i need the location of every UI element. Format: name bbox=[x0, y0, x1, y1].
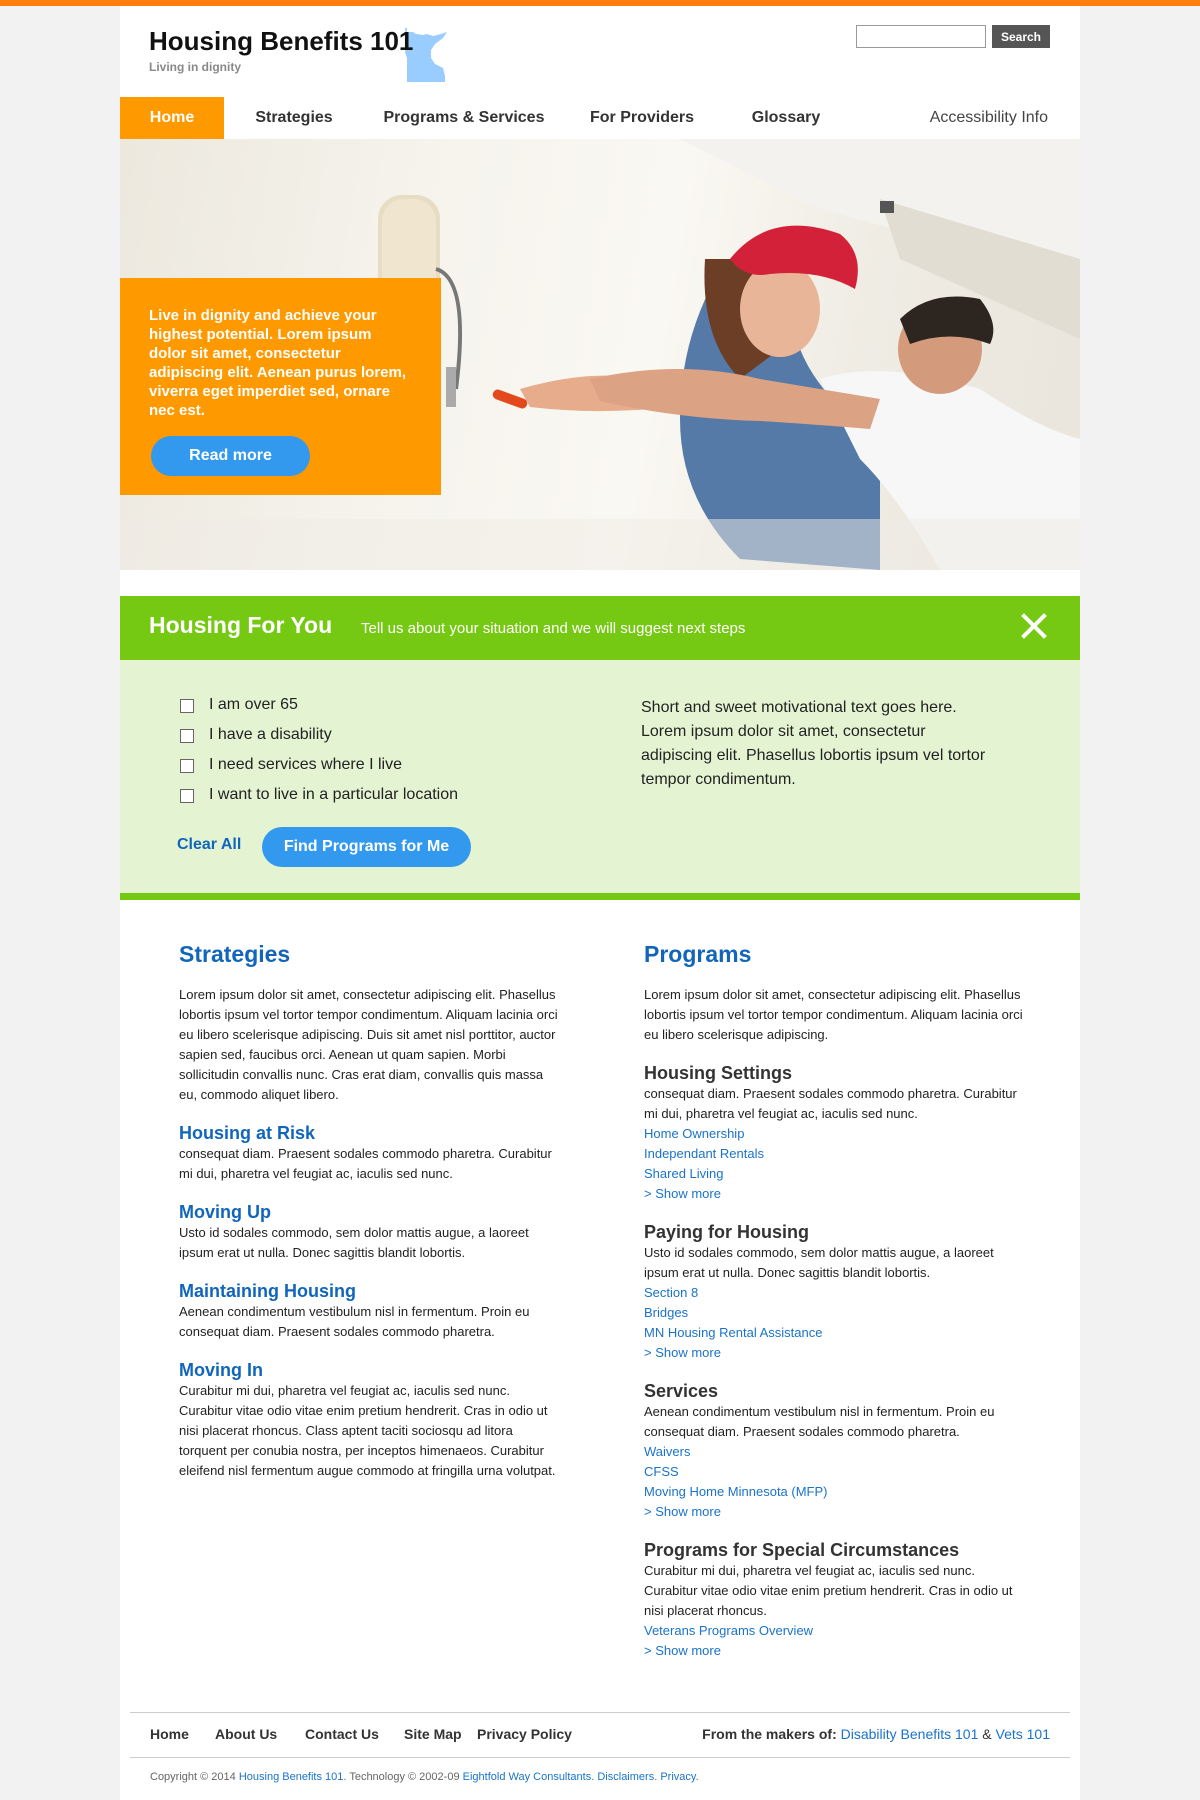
housing-for-you-subtitle: Tell us about your situation and we will suggest next steps bbox=[361, 620, 746, 637]
site-logo[interactable] bbox=[149, 20, 489, 90]
nav-item-home[interactable]: Home bbox=[120, 97, 224, 139]
footer-link-about[interactable]: About Us bbox=[215, 1726, 278, 1742]
program-group-title: Services bbox=[644, 1381, 719, 1401]
program-group bbox=[644, 1062, 1024, 1204]
checkbox[interactable] bbox=[180, 729, 194, 743]
copyright-mid: . Technology © 2002-09 bbox=[343, 1771, 460, 1783]
footer-link-contact[interactable]: Contact Us bbox=[305, 1726, 379, 1742]
programs-heading[interactable]: Programs bbox=[644, 941, 752, 967]
copyright-dot: . bbox=[654, 1771, 658, 1783]
checkbox-label: I am over 65 bbox=[209, 696, 298, 713]
show-more-link[interactable]: > Show more bbox=[644, 1345, 721, 1360]
program-group bbox=[644, 1539, 1024, 1661]
program-group-text: Aenean condimentum vestibulum nisl in fermentum. Proin eu consequat diam. Praesent sodales commodo pharetra. bbox=[644, 1404, 995, 1439]
nav-item-glossary[interactable]: Glossary bbox=[751, 109, 821, 126]
footer-makers bbox=[702, 1726, 1050, 1742]
clear-all-link[interactable]: Clear All bbox=[177, 836, 242, 853]
read-more-button[interactable]: Read more bbox=[151, 436, 310, 476]
program-group bbox=[644, 1380, 1024, 1522]
checkbox[interactable] bbox=[180, 759, 194, 773]
disability-benefits-link[interactable]: Disability Benefits 101 bbox=[840, 1726, 979, 1742]
footer-link-home[interactable]: Home bbox=[150, 1726, 189, 1742]
program-group-title: Programs for Special Circumstances bbox=[644, 1540, 960, 1560]
strategies-heading[interactable]: Strategies bbox=[179, 941, 291, 967]
footer-link-sitemap[interactable]: Site Map bbox=[404, 1726, 462, 1742]
checkbox-label: I want to live in a particular location bbox=[209, 786, 459, 803]
motivational-text: Short and sweet motivational text goes here. Lorem ipsum dolor sit amet, consectetur adipiscing elit. Phasellus lobortis ipsum vel tortor tempor condimentum. bbox=[641, 699, 986, 788]
program-link[interactable]: CFSS bbox=[644, 1464, 679, 1479]
program-link[interactable]: Moving Home Minnesota (MFP) bbox=[644, 1484, 828, 1499]
hero-callout bbox=[120, 278, 441, 495]
program-group-title: Housing Settings bbox=[644, 1063, 792, 1083]
nav-item-strategies[interactable]: Strategies bbox=[255, 109, 333, 126]
housing-for-you-header bbox=[120, 596, 1080, 660]
privacy-link[interactable]: Privacy bbox=[660, 1771, 696, 1783]
program-group-title: Paying for Housing bbox=[644, 1222, 810, 1242]
strategy-item bbox=[179, 1201, 559, 1263]
program-group-text: Curabitur mi dui, pharetra vel feugiat ac, iaculis sed nunc. Curabitur vitae odio vitae enim pretium hendrerit. Cras in odio ut nisi placerat rhoncus. bbox=[644, 1563, 1013, 1618]
strategy-title[interactable]: Housing at Risk bbox=[179, 1123, 316, 1143]
search-button[interactable]: Search bbox=[992, 25, 1050, 48]
show-more-link[interactable]: > Show more bbox=[644, 1186, 721, 1201]
program-link[interactable]: Home Ownership bbox=[644, 1126, 745, 1141]
program-group-text: consequat diam. Praesent sodales commodo pharetra. Curabitur mi dui, pharetra vel feugiat ac, iaculis sed nunc. bbox=[644, 1086, 1017, 1121]
strategies-intro: Lorem ipsum dolor sit amet, consectetur adipiscing elit. Phasellus lobortis ipsum vel tortor tempor condimentum. Aliquam lacinia orci eu libero scelerisque adipiscing. Duis sit amet nisl porttitor, auctor sapien sed, faucibus orci. Aenean ut quam sapien. Morbi sollicitudin convallis nunc. Cras erat diam, convallis quis massa eu, commodo aliquet libero. bbox=[179, 987, 558, 1102]
page-container bbox=[120, 6, 1080, 1800]
strategy-text: Curabitur mi dui, pharetra vel feugiat ac, iaculis sed nunc. Curabitur vitae odio vitae enim pretium hendrerit. Cras in odio ut nisi placerat rhoncus. Class aptent taciti sociosqu ad litora torquent per conubia nostra, per inceptos himenaeos. Curabitur eleifend nisl fermentum augue commodo at fringilla urna volutpat. bbox=[179, 1383, 556, 1478]
search-input[interactable] bbox=[856, 25, 986, 48]
footer-link-privacy-policy[interactable]: Privacy Policy bbox=[477, 1726, 572, 1742]
checkbox[interactable] bbox=[180, 699, 194, 713]
ampersand: & bbox=[982, 1726, 992, 1742]
program-link[interactable]: Waivers bbox=[644, 1444, 691, 1459]
strategy-text: Aenean condimentum vestibulum nisl in fermentum. Proin eu consequat diam. Praesent sodales commodo pharetra. bbox=[179, 1304, 530, 1339]
vets-link[interactable]: Vets 101 bbox=[995, 1726, 1050, 1742]
makers-label: From the makers of: bbox=[702, 1726, 837, 1742]
housing-for-you-panel bbox=[120, 660, 1080, 900]
close-icon[interactable] bbox=[1020, 612, 1048, 640]
main-nav bbox=[120, 97, 1080, 139]
consultants-link[interactable]: Eightfold Way Consultants bbox=[462, 1771, 592, 1783]
nav-item-programs-services[interactable]: Programs & Services bbox=[383, 109, 545, 126]
strategies-section bbox=[179, 941, 559, 1498]
find-programs-button[interactable]: Find Programs for Me bbox=[262, 827, 471, 867]
program-group-text: Usto id sodales commodo, sem dolor mattis augue, a laoreet ipsum erat ut nulla. Donec sagittis blandit lobortis. bbox=[644, 1245, 994, 1280]
program-link[interactable]: Veterans Programs Overview bbox=[644, 1623, 814, 1638]
hero-banner bbox=[120, 139, 1080, 570]
strategy-item bbox=[179, 1359, 559, 1481]
housing-for-you-title: Housing For You bbox=[149, 612, 333, 638]
footer-divider bbox=[130, 1757, 1070, 1758]
program-link[interactable]: Shared Living bbox=[644, 1166, 724, 1181]
strategy-item bbox=[179, 1280, 559, 1342]
show-more-link[interactable]: > Show more bbox=[644, 1643, 721, 1658]
show-more-link[interactable]: > Show more bbox=[644, 1504, 721, 1519]
programs-section bbox=[644, 941, 1024, 1678]
nav-item-for-providers[interactable]: For Providers bbox=[589, 109, 695, 126]
accessibility-info-link[interactable]: Accessibility Info bbox=[929, 109, 1048, 126]
programs-intro: Lorem ipsum dolor sit amet, consectetur adipiscing elit. Phasellus lobortis ipsum vel tortor tempor condimentum. Aliquam lacinia orci eu libero scelerisque adipiscing. bbox=[644, 987, 1023, 1042]
strategy-text: consequat diam. Praesent sodales commodo pharetra. Curabitur mi dui, pharetra vel feugiat ac, iaculis sed nunc. bbox=[179, 1146, 552, 1181]
copyright-dot: . bbox=[695, 1771, 699, 1783]
checkbox-label: I need services where I live bbox=[209, 756, 402, 773]
footer-divider bbox=[130, 1712, 1070, 1713]
checkbox[interactable] bbox=[180, 789, 194, 803]
strategy-title[interactable]: Moving Up bbox=[179, 1202, 271, 1222]
site-title: Housing Benefits 101 bbox=[149, 26, 414, 56]
strategy-title[interactable]: Moving In bbox=[179, 1360, 263, 1380]
program-link[interactable]: Bridges bbox=[644, 1305, 689, 1320]
program-link[interactable]: Independant Rentals bbox=[644, 1146, 764, 1161]
hero-text: Live in dignity and achieve your highest potential. Lorem ipsum dolor sit amet, consectetur adipiscing elit. Aenean purus lorem, viverra eget imperdiet sed, ornare nec est. bbox=[149, 307, 406, 419]
copyright-site-link[interactable]: Housing Benefits 101 bbox=[238, 1771, 344, 1783]
copyright bbox=[150, 1771, 699, 1783]
site-tagline: Living in dignity bbox=[149, 60, 241, 74]
copyright-prefix: Copyright © 2014 bbox=[150, 1771, 236, 1783]
program-group bbox=[644, 1221, 1024, 1363]
strategy-text: Usto id sodales commodo, sem dolor mattis augue, a laoreet ipsum erat ut nulla. Donec sagittis blandit lobortis. bbox=[179, 1225, 529, 1260]
copyright-dot: . bbox=[591, 1771, 595, 1783]
checkbox-label: I have a disability bbox=[209, 726, 332, 743]
program-link[interactable]: Section 8 bbox=[644, 1285, 699, 1300]
program-link[interactable]: MN Housing Rental Assistance bbox=[644, 1325, 823, 1340]
disclaimers-link[interactable]: Disclaimers bbox=[597, 1771, 655, 1783]
strategy-title[interactable]: Maintaining Housing bbox=[179, 1281, 356, 1301]
strategy-item bbox=[179, 1122, 559, 1184]
